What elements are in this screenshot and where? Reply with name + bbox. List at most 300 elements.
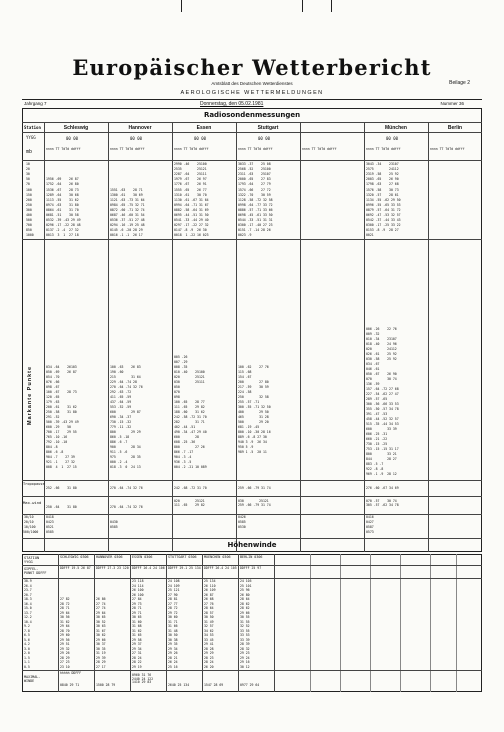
hw-value: 27 90 (168, 592, 178, 597)
hw-value: 28 81 (168, 597, 178, 601)
data-row: 1956 -69 26 87 (46, 177, 79, 182)
pressure-level: 200 (26, 197, 32, 202)
markante-punkte-label: Markante Punkte (27, 365, 33, 425)
data-row: 3033 -37 25 08 (238, 162, 271, 166)
data-row: 0016 -1 -1 26 17 (110, 233, 143, 238)
table-rule (22, 496, 482, 497)
data-row: 0297 -17 -22 27 32 (174, 223, 209, 228)
hw-value: 26 86 (96, 597, 106, 601)
data-row: 0886 -57 -71 33 66 (238, 207, 273, 212)
markante-row: 054 -70 (46, 375, 60, 379)
markante-row: 889 -6 -8 27 30 (238, 435, 267, 439)
gipfel-value: DDFFF 26.4 24 106 (132, 566, 165, 570)
extra-value: 0427 (366, 520, 374, 524)
time-muenchen: 00 00 (386, 136, 399, 141)
data-row: 1130 -61 -67 31 64 (174, 197, 209, 202)
markante-row: 400 29 50 (238, 410, 269, 414)
data-row: 0536 -37 -51 27 48 (110, 218, 145, 223)
height-value: 18.3 (24, 597, 32, 601)
data-row: 0864 -61 31 70 (46, 207, 79, 212)
markante-row: 969 -1 -9 28 12 (366, 472, 397, 476)
hw-value: 30 55 (240, 615, 250, 619)
data-row: 1979 -67 26 97 (174, 177, 207, 182)
yygg-label: YYGG (26, 135, 36, 140)
hw-value: 28 29 (96, 660, 106, 664)
data-row: 1793 -64 27 79 (238, 182, 271, 187)
col-divider (166, 554, 167, 692)
station-berlin: Berlin (447, 125, 463, 131)
markante-row: 300 -55 -71 32 50 (238, 405, 271, 409)
hw-value: 30 52 (96, 619, 106, 624)
markante-row: 250 -58 31 80 (46, 410, 77, 414)
hw-value: 29 64 (96, 610, 106, 615)
hw-value: 29 58 (132, 637, 142, 642)
markante-row: 008 4 1 27 15 (46, 465, 77, 469)
hw-value: 28 21 (168, 655, 178, 660)
hw-value: 29 23 (240, 651, 250, 655)
markante-row: 120 -65 (46, 395, 60, 399)
markante-row: 157 -64 -72 27 68 (366, 387, 399, 391)
height-value: 13.7 (24, 610, 32, 615)
hw-value: 31 62 (60, 619, 70, 624)
table-rule (22, 132, 482, 133)
markante-row: 904 -3 -4 (174, 455, 192, 459)
data-row: 2000 -65 27 83 (238, 177, 271, 182)
markante-row: 136 -59 (366, 382, 380, 386)
gipfel-value: DDFFF 25 97 (240, 566, 262, 570)
hw-value: 33 55 (240, 628, 250, 633)
time-schleswig: 00 00 (66, 136, 79, 141)
data-row: 0544 -33 -51 31 31 (238, 218, 273, 223)
markante-row: 355 -50 -57 34 78 (366, 407, 399, 411)
markante-row: 515 -35 -44 34 53 (366, 422, 399, 426)
hw-value: 25 121 (168, 588, 180, 592)
data-row: 3043 -34 23107 (366, 162, 399, 166)
col-divider (130, 554, 131, 692)
data-row: 0296 -17 -22 28 48 (46, 223, 81, 228)
markante-row: 300 -56 -66 33 53 (366, 402, 399, 406)
markante-row: 779 -11 -32 (110, 425, 132, 429)
hw-value: 30 63 (96, 624, 106, 628)
col-divider (300, 122, 301, 552)
pressure-level: 300 (26, 207, 32, 212)
col-divider (456, 554, 457, 692)
markante-row: 026 -61 25 92 (366, 352, 397, 356)
markante-row: 600 29 87 (110, 410, 141, 414)
table-rule (22, 578, 482, 579)
markante-row: 886 -6 -7 (110, 440, 128, 444)
markante-row: 100 -62 27 76 (238, 365, 269, 369)
extra-label: 10/100 (24, 525, 36, 529)
station-muenchen: München (385, 125, 407, 131)
hw-value: 24 114 (132, 583, 144, 588)
markante-row: 904 -7 27 39 (46, 455, 75, 459)
data-row: 2568 -52 25100 (238, 167, 271, 172)
hw-value: 28 72 (168, 606, 178, 610)
hw-value: 29 41 (204, 642, 214, 646)
hw-value: 30 65 (96, 615, 106, 619)
markante-row: 600 -29 50 (46, 425, 71, 429)
hw-value: 29 35 (168, 642, 178, 646)
markante-row: 806 -6 -8 (46, 450, 64, 454)
hw-value: 30 65 (132, 615, 142, 619)
extra-value: 0430 (110, 520, 118, 524)
hw-value: 31 71 (168, 619, 178, 624)
hw-value: 29 60 (60, 633, 70, 637)
pressure-level: 10 (26, 162, 30, 166)
markante-row: 255 -57 -71 (238, 400, 260, 404)
markante-row: 282 31 71 (174, 420, 205, 424)
col-divider (364, 122, 365, 552)
markante-row: 018 -3 0 24 13 (110, 465, 141, 469)
markante-row: 100 -65 28 77 (174, 400, 205, 404)
extra-value: 0530 (238, 525, 246, 529)
extra-label: 30/10 (24, 515, 34, 519)
hw-value: 28 70 (60, 628, 70, 633)
markante-row: 700 -17 29 55 (46, 430, 77, 434)
hw-value: 29 37 (132, 642, 142, 646)
maxwind-schleswig: 250 -64 31 80 (46, 505, 77, 509)
data-row: 1536 -67 28 73 (46, 187, 79, 192)
data-row: 0541 -33 -44 29 40 (174, 218, 209, 223)
data-row: 1128 -58 -72 32 58 (238, 197, 273, 202)
markante-row: 883 -5 -7 (366, 462, 384, 466)
hw-value: 27 23 (60, 660, 70, 664)
markante-row: 070 30 74 (366, 377, 397, 381)
markante-row: 100 -67 28 73 (46, 390, 77, 394)
markante-row: 046 -61 (366, 367, 380, 371)
hw-station: BERLIN 0306 (240, 555, 263, 559)
height-value: 2.0 (24, 651, 30, 655)
data-row: 0013 3 1 27 18 (46, 233, 79, 238)
markante-row: 034 -64 26103 (46, 365, 77, 369)
data-row: 1551 -63 28 71 (110, 187, 143, 192)
maxwind-label: Max-wind (23, 500, 42, 505)
markante-row: 690 -34 -37 (110, 415, 132, 419)
data-row: 0984 -65 -75 32 71 (110, 202, 145, 207)
hw-value: 26 68 (204, 597, 214, 601)
mb-label: mb (26, 149, 33, 155)
markante-row: 660 -21 -22 (366, 437, 388, 441)
col-divider (400, 554, 401, 692)
extra-value: 0587 (366, 525, 374, 529)
table-rule (22, 239, 482, 240)
hw-value: 29 56 (60, 637, 70, 642)
extra-value: 0585 (238, 520, 246, 524)
hw-value: 29 24 (240, 655, 250, 660)
hw-value: 31 55 (240, 619, 250, 624)
data-row: 0996 -55 -65 33 53 (366, 202, 401, 207)
markante-row: 600 33 39 (366, 427, 397, 431)
markante-row: 936 -3 -5 (174, 460, 192, 464)
col-divider (44, 122, 45, 552)
markante-row: 008 -35 (174, 365, 188, 369)
hw-value: 29 26 (168, 651, 178, 655)
hw-value: 30 50 (168, 633, 178, 637)
height-value: 0.5 (24, 664, 30, 669)
table-rule (22, 122, 482, 123)
pressure-level: 250 (26, 202, 32, 207)
hw-value: 29 72 (168, 610, 178, 615)
hw-value: 29 34 (132, 646, 142, 651)
markante-row: 500 -39 -43 29 49 (46, 420, 79, 424)
data-row: 2575 24112 (366, 167, 399, 172)
hw-value: 28 64 (204, 606, 214, 610)
markante-row: 800 33 21 (366, 452, 397, 456)
hw-value: 28 28 (204, 646, 214, 651)
markante-row: 010 -40 25100 (174, 370, 205, 374)
data-row: 0872 -60 -71 32 74 (110, 207, 145, 212)
height-value: 20.7 (24, 592, 32, 597)
data-row: 0018 1 -22 16 023 (174, 233, 209, 238)
table-rule (22, 480, 482, 481)
height-value: 9.2 (24, 624, 30, 628)
hw-station: ESSEN 0306 (132, 555, 153, 559)
hw-value: 31 67 (96, 628, 106, 633)
markante-row: 844 28 27 (366, 457, 397, 461)
markante-row: 950 5 -9 (238, 445, 254, 449)
markante-row: 553 -52 -59 (110, 405, 132, 409)
hw-value: 25 101 (240, 583, 252, 588)
col-divider (430, 554, 431, 692)
col-divider (370, 554, 371, 692)
gipfel-label: GIPFEL- PUNKT DDFFF (24, 567, 47, 575)
markante-row: 270 -64 -74 32 76 (110, 385, 143, 389)
hw-value: 30 60 (168, 615, 178, 619)
markante-row: 291 -52 (46, 415, 60, 419)
col-divider (108, 122, 109, 552)
hw-value: 27 76 (204, 601, 214, 606)
markante-row: 975 28 35 (110, 455, 141, 459)
radiosonde-title: Radiosondenmessungen (203, 111, 301, 119)
hw-maxwind: 0977 29 64 (240, 683, 260, 687)
markante-row: 004 -2 -21 10 089 (174, 465, 207, 469)
data-row: 1134 -55 -62 29 50 (366, 197, 401, 202)
tropo-muenchen: 276 -60 -67 34 69 (366, 486, 399, 490)
hw-value: 32 57 (204, 624, 214, 628)
hw-value: 29 29 (204, 651, 214, 655)
tropo-hannover: 270 -64 -74 32 76 (110, 486, 143, 490)
crop-mark (181, 0, 182, 12)
data-row: 0153 -8 -9 28 27 (366, 228, 399, 233)
hw-value: 30 62 (96, 633, 106, 637)
data-row: 0698 -45 -61 33 50 (238, 213, 273, 217)
data-row: 0151 -7 -14 28 26 (238, 228, 271, 233)
markante-row: 804 -8 (46, 445, 58, 449)
markante-row: 224 -58 (238, 390, 252, 394)
markante-row: 007 -29 (174, 360, 188, 364)
markante-row: 911 -5 -6 (110, 450, 128, 454)
beilage-label: Beilage 2 (449, 80, 470, 86)
col-divider (94, 554, 95, 692)
hw-value: 27 82 (60, 597, 70, 601)
hw-value: 31 68 (132, 624, 142, 628)
col-header: nnnn TT TdTd ddfff (366, 147, 401, 151)
data-row: 2990 -46 25100 (174, 162, 207, 166)
hw-value: 28 39 (240, 642, 250, 646)
hw-maxwind: 0960 31 76 2440 24 122 1410 29 83 (132, 673, 154, 685)
markante-row: 111 -65 29 82 (174, 405, 205, 409)
hw-value: 28 57 (204, 610, 214, 615)
hw-value: 29 66 (240, 610, 250, 615)
markante-row: 800 -10 -30 28 16 (238, 430, 271, 434)
hw-value: 24 109 (168, 583, 180, 588)
markante-row: 115 -68 (238, 370, 252, 374)
height-value: 26.4 (24, 583, 32, 588)
time-stuttgart: 00 00 (258, 136, 271, 141)
hw-value: 29 64 (60, 624, 70, 628)
col-header: nnnn TT TdTd ddfff (174, 147, 209, 151)
markante-row: 465 31 28 (238, 415, 269, 419)
col-divider (274, 554, 275, 692)
tropopause-label: Tropopause (23, 482, 45, 486)
crop-mark (331, 0, 332, 12)
data-row: 1574 -66 27 72 (238, 187, 271, 192)
data-row: 0998 -64 -77 33 72 (238, 202, 273, 207)
hw-value: 25 16 (168, 664, 178, 669)
maxwind-stuttgart: 030 25121 259 -66 -79 31 74 (238, 499, 271, 507)
hw-value: 26 87 (204, 592, 214, 597)
hw-maxwind: 2640 25 134 (168, 683, 190, 687)
pressure-level: 1000 (26, 233, 34, 238)
markante-row: 391 -47 -53 (366, 412, 388, 416)
data-row: 0021 (366, 233, 374, 238)
markante-row: 200 -61 31 62 (46, 405, 77, 409)
hw-value: 28 64 (240, 597, 250, 601)
hw-value: 29 51 (60, 642, 70, 646)
gipfel-value: DDFFF 29.1 25 134 (168, 566, 201, 570)
data-row: 0974 -63 31 80 (46, 202, 79, 207)
markante-row: 730 -15 -25 (366, 442, 388, 446)
maxwind-muenchen: 070 -57 30 74 305 -57 -62 34 78 (366, 499, 399, 507)
markante-row: 900 28 34 (110, 445, 141, 449)
col-header: nnnn TT TdTd ddfff (46, 147, 81, 151)
markante-row: 217 -59 30 59 (238, 385, 269, 389)
data-row: 1289 -64 30 68 (46, 192, 79, 197)
markante-row: 989 1 -5 20 11 (238, 450, 267, 454)
markante-row: 190 -60 (110, 370, 124, 374)
table-rule (22, 670, 482, 671)
hw-value: 31 19 (96, 651, 106, 655)
extra-label: 20/10 (24, 520, 34, 524)
data-row: 0692 -47 -53 32 57 (366, 213, 401, 217)
hw-value: 25 134 (204, 579, 216, 583)
hw-value: 29 71 (132, 610, 142, 615)
hw-maxwind-hdr: hhhhh DDFFF (60, 671, 82, 675)
issue-number: Nummer 36 (440, 101, 464, 106)
height-value: 5.6 (24, 637, 30, 642)
markante-row: 921 -1 27 32 (46, 460, 75, 464)
data-row: 0882 -58 -64 31 69 (174, 207, 209, 212)
extra-value: 0416 (366, 515, 374, 519)
hw-value: 30 37 (96, 642, 106, 646)
pressure-level: 50 (26, 177, 30, 182)
hw-value: 26 80 (240, 592, 250, 597)
hw-station: MUENCHEN 0306 (204, 555, 231, 559)
hw-value: 30 50 (204, 615, 214, 619)
hw-value: 33 39 (240, 637, 250, 642)
hw-station: STUTTGART 0306 (168, 555, 197, 559)
extra-value: 0585 (46, 530, 54, 534)
pressure-level: 100 (26, 187, 32, 192)
markante-row: 289 -57 -65 (366, 397, 388, 401)
col-divider (172, 122, 173, 552)
markante-row: 076 -66 (46, 380, 60, 384)
hw-value: 26 100 (132, 592, 144, 597)
station-hannover: Hannover (128, 125, 152, 131)
data-row: 0294 -16 -19 25 48 (110, 223, 145, 228)
hw-value: 27 74 (96, 606, 106, 610)
data-row: 0300 -17 -25 33 22 (366, 223, 401, 228)
markante-row: 229 -64 -74 28 (110, 380, 137, 384)
data-row: 1752 -64 26 80 (46, 182, 79, 187)
data-row: 1576 -58 30 73 (366, 187, 399, 192)
data-row: 0695 -44 -51 31 50 (174, 213, 209, 217)
table-rule (22, 538, 482, 539)
col-header: nnnn TT TdTd ddfff (110, 147, 145, 151)
hoehenwinde-table (22, 554, 482, 692)
data-row: 1121 -63 -73 31 64 (110, 197, 145, 202)
markante-row: 765 -10 -16 (46, 435, 68, 439)
hw-station: HANNOVER 0306 (96, 555, 123, 559)
data-row: 2003 -65 26 90 (366, 177, 399, 182)
pressure-level: 400 (26, 213, 32, 217)
hw-value: 31 48 (168, 628, 178, 633)
table-rule (22, 514, 482, 515)
hoehenwinde-title: Höhenwinde (227, 541, 277, 549)
data-row: 0681 -51 30 58 (46, 213, 79, 217)
height-value: 1.1 (24, 660, 30, 664)
data-row: 1310 -61 30 70 (174, 192, 207, 197)
markante-row: 681 -19 -45 (238, 425, 260, 429)
data-row: 0994 -64 -71 31 67 (174, 202, 209, 207)
markante-row: 800 27 26 (174, 445, 205, 449)
markante-row: 010 -34 23107 (366, 337, 397, 341)
height-value: 7.8 (24, 628, 30, 633)
col-divider (202, 554, 203, 692)
col-divider (236, 122, 237, 552)
hw-value: 27 31 (132, 651, 142, 655)
station-stuttgart: Stuttgart (257, 125, 279, 131)
hw-value: 24 108 (168, 579, 180, 583)
gipfel-value: DDFFF 19.5 26 87 (60, 566, 91, 570)
markante-row: 860 -5 -18 (110, 435, 130, 439)
hw-value: 28 22 (132, 660, 142, 664)
hw-value: 26 110 (204, 583, 216, 588)
data-row: 2287 -64 25111 (174, 172, 207, 177)
hw-value: 28 23 (204, 655, 214, 660)
col-divider (310, 554, 311, 692)
hw-value: 23 118 (132, 579, 144, 583)
hw-value: 29 19 (132, 664, 142, 669)
hw-value: 28 62 (240, 606, 250, 610)
hw-value: 29 32 (60, 646, 70, 651)
hw-value: 28 29 (60, 655, 70, 660)
gipfel-value: DDFFF 26.4 24 105 (204, 566, 237, 570)
hw-maxwind: 1500 28 79 (96, 683, 116, 687)
data-row: 0879 -57 -64 31 72 (366, 207, 401, 212)
hw-value: 31 66 (168, 624, 178, 628)
hw-value: 27 84 (132, 597, 142, 601)
hw-value: 23 10 (60, 664, 70, 669)
col-header: nnnn TT TdTd ddfff (430, 147, 465, 151)
table-rule (22, 160, 482, 161)
height-value: 1.5 (24, 655, 30, 660)
col-divider (340, 554, 341, 692)
height-value: 10.4 (24, 619, 32, 624)
hw-value: 27 77 (168, 601, 178, 606)
markante-row: 600 28 (174, 435, 199, 439)
